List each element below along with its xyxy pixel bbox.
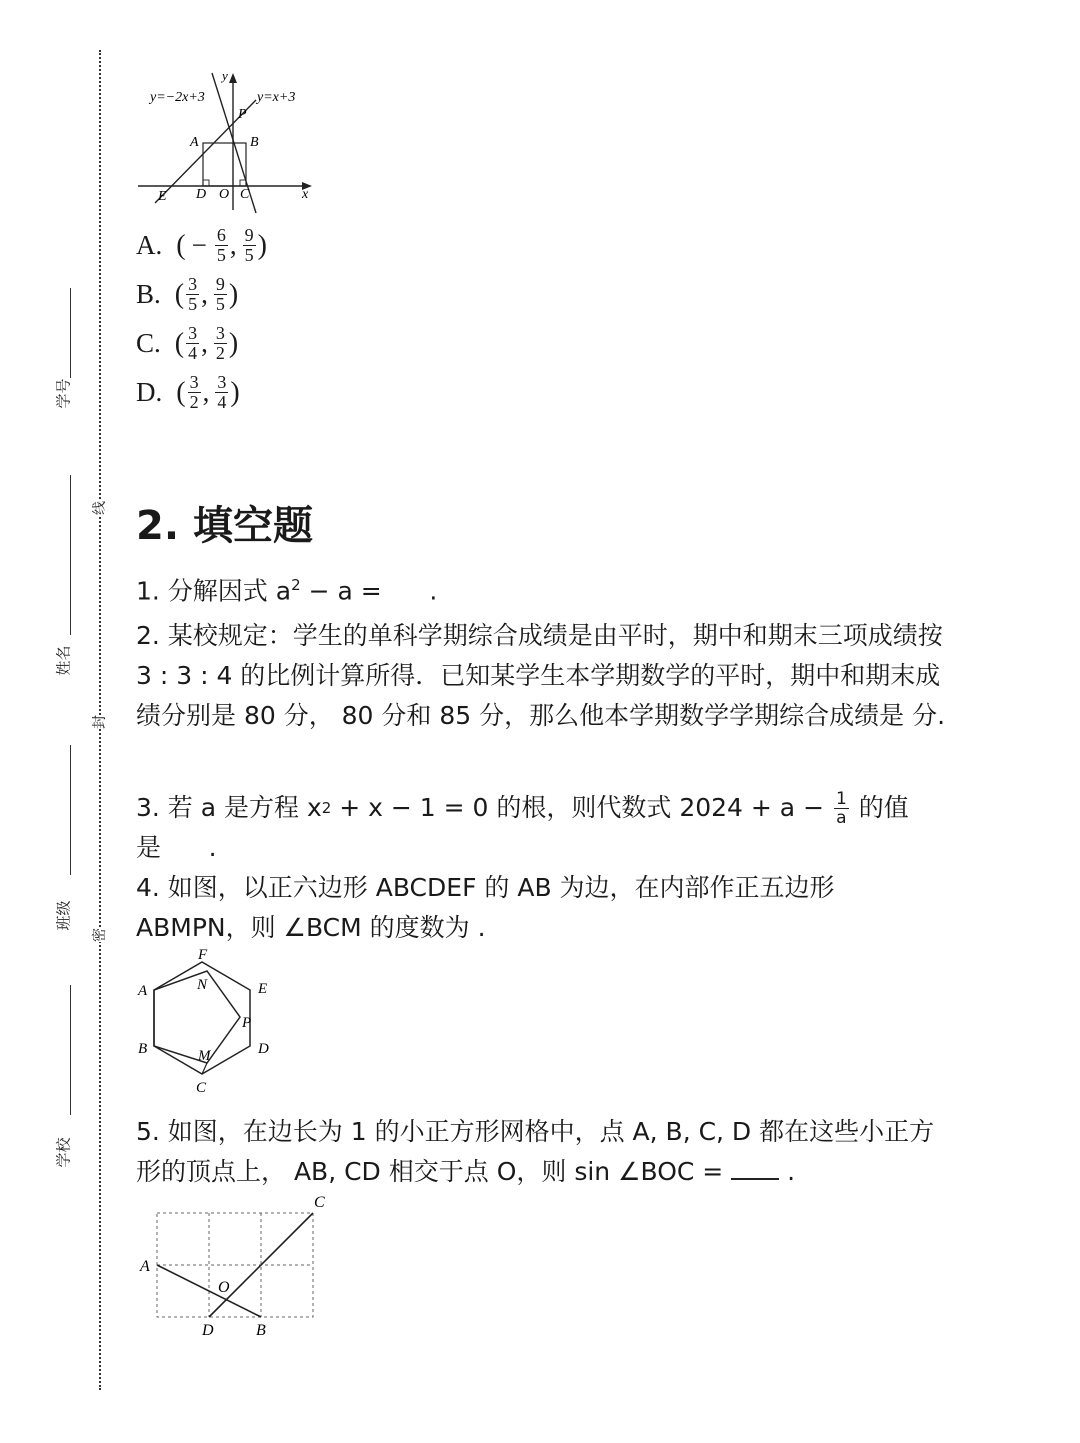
label-y-axis: y: [222, 68, 228, 83]
label-D: D: [196, 187, 207, 202]
hex-label-A: A: [138, 983, 148, 999]
grid-label-O: O: [218, 1279, 230, 1296]
section-title: 2. 填空题: [136, 503, 313, 549]
hexagon-pentagon-figure: [130, 945, 280, 1095]
option-b[interactable]: B. ( $\frac{3}{5}$ , $\frac{9}{5}$ ): [136, 274, 239, 314]
grid-label-B: B: [256, 1322, 266, 1339]
question-3: 3. 若 a 是方程 x 2 + x − 1 = 0 的根，则代数式 2024 + a − $\frac{1}{a}$ 的值 是 .: [136, 788, 909, 862]
option-c[interactable]: C. ( $\frac{3}{4}$ , $\frac{3}{2}$ ): [136, 323, 239, 363]
label-P: P: [238, 107, 247, 122]
option-a-x-fraction: $\frac{6}{5}$: [216, 225, 226, 265]
option-d[interactable]: D. ( $\frac{3}{2}$ , $\frac{3}{4}$ ): [136, 372, 240, 412]
name-line: [70, 475, 71, 635]
option-a[interactable]: A. ( − $\frac{6}{5}$ , $\frac{9}{5}$ ): [136, 225, 267, 265]
hex-label-B: B: [138, 1041, 148, 1057]
label-C: C: [240, 187, 250, 202]
answer-blank[interactable]: [731, 1158, 779, 1180]
label-A: A: [190, 135, 199, 150]
question-1: 1. 分解因式 $a^2 - a$ = .: [136, 576, 438, 606]
option-d-x-fraction: $\frac{3}{2}$: [189, 372, 199, 412]
option-d-letter: D.: [136, 377, 163, 407]
option-a-y-fraction: $\frac{9}{5}$: [244, 225, 254, 265]
hex-label-P: P: [242, 1015, 252, 1031]
label-B: B: [250, 135, 259, 150]
option-b-letter: B.: [136, 279, 161, 309]
label-E: E: [158, 189, 167, 204]
school-line: [70, 985, 71, 1115]
linear-functions-figure: [130, 68, 320, 218]
option-c-y-fraction: $\frac{3}{2}$: [215, 323, 225, 363]
option-c-letter: C.: [136, 328, 161, 358]
hex-label-C: C: [196, 1080, 207, 1095]
question-4: 4. 如图，以正六边形 ABCDEF 的 AB 为边，在内部作正五边形 ABMPN，则 ∠BCM 的度数为 .: [136, 873, 835, 942]
label-x-axis: x: [302, 187, 309, 202]
hex-label-D: D: [258, 1041, 269, 1057]
option-b-x-fraction: $\frac{3}{5}$: [188, 274, 198, 314]
grid-figure: [130, 1185, 330, 1345]
hex-label-M: M: [198, 1048, 211, 1064]
class-label: 班级: [54, 900, 73, 931]
question-2: 2. 某校规定：学生的单科学期综合成绩是由平时，期中和期末三项成绩按 3 : 3 : 4 的比例计算所得．已知某学生本学期数学的平时，期中和期末成绩分别是 80 分， 80 分和 85 分，那么他本学期数学学期综合成绩是 分.: [136, 621, 946, 730]
hex-label-F: F: [198, 947, 208, 963]
seal-char-line: 线: [89, 501, 109, 515]
name-label: 姓名: [54, 645, 73, 676]
option-c-x-fraction: $\frac{3}{4}$: [188, 323, 198, 363]
option-a-letter: A.: [136, 230, 163, 260]
option-b-y-fraction: $\frac{9}{5}$: [215, 274, 225, 314]
seal-char-seal: 封: [89, 715, 109, 729]
label-eq2: y=x+3: [257, 90, 296, 105]
option-d-y-fraction: $\frac{3}{4}$: [217, 372, 227, 412]
class-line: [70, 745, 71, 875]
grid-label-C: C: [314, 1194, 325, 1211]
grid-label-A: A: [140, 1258, 150, 1275]
grid-label-D: D: [202, 1322, 214, 1339]
label-O: O: [219, 187, 230, 202]
school-label: 学校: [54, 1137, 73, 1168]
hex-label-N: N: [197, 977, 208, 993]
student-id-line: [70, 288, 71, 378]
student-id-label: 学号: [54, 378, 73, 409]
seal-char-secret: 密: [89, 928, 109, 942]
hex-label-E: E: [258, 981, 268, 997]
label-eq1: y=−2x+3: [150, 90, 205, 105]
question-5: 5. 如图，在边长为 1 的小正方形网格中，点 A, B, C, D 都在这些小正方形的顶点上， AB, CD 相交于点 O，则 sin ∠BOC = .: [136, 1117, 935, 1186]
option-a-sign: −: [191, 230, 207, 260]
